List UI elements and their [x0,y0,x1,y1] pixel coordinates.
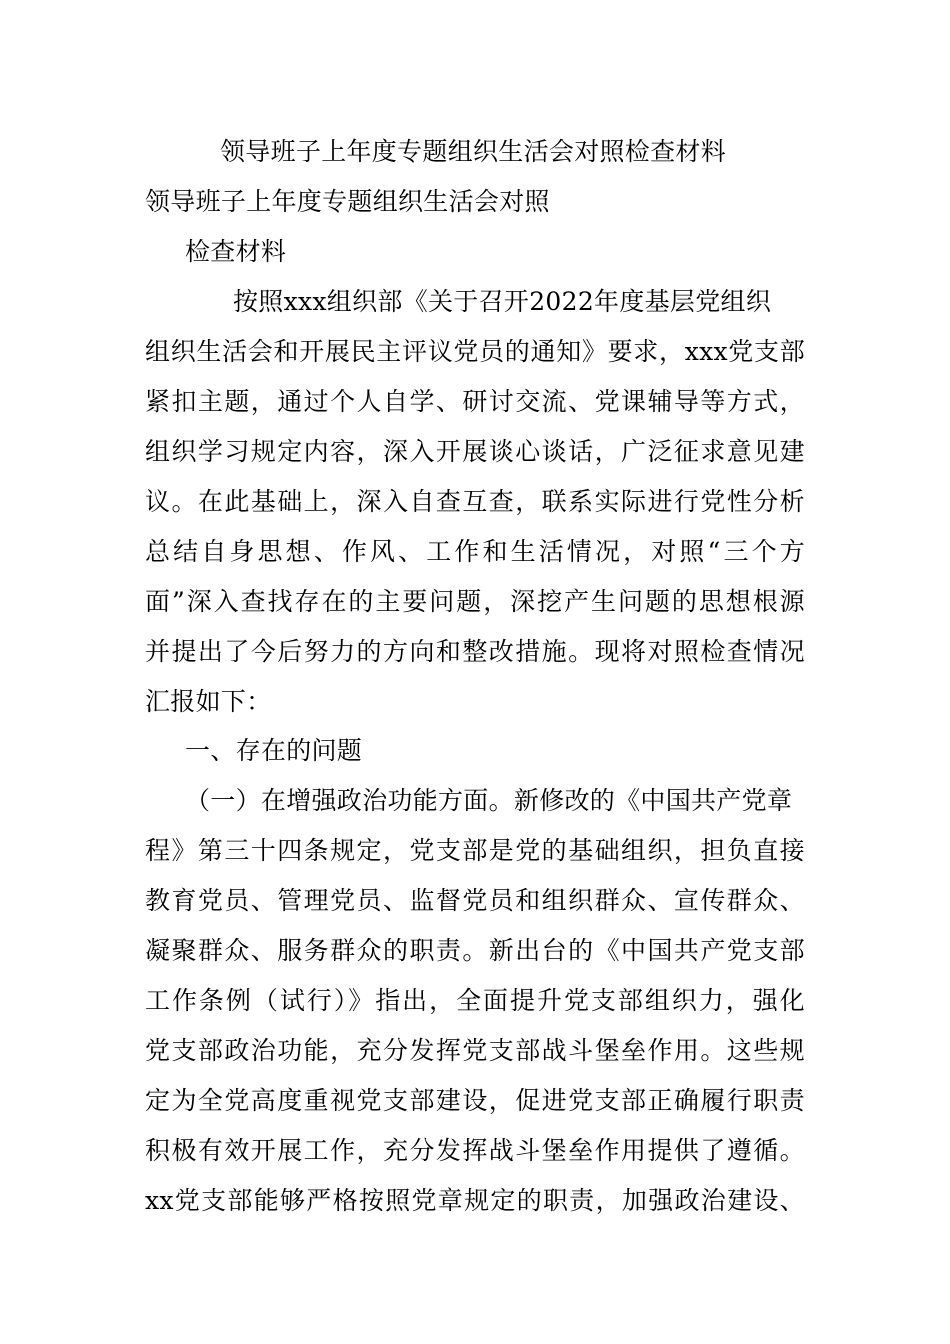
intro-line: 组织学习规定内容，深入开展谈心谈话，广泛征求意见建 [145,437,805,466]
section-line: 程》第三十四条规定，党支部是党的基础组织，担负直接 [145,836,805,865]
intro-line: 并提出了今后努力的方向和整改措施。现将对照检查情况 [145,637,805,666]
document-title: 领导班子上年度专题组织生活会对照检查材料 [220,137,727,166]
intro-line: 组织生活会和开展民主评议党员的通知》要求，xxx党支部 [145,337,805,366]
intro-line: 按照xxx组织部《关于召开2022年度基层党组织 [233,287,772,316]
intro-line: 紧扣主题，通过个人自学、研讨交流、党课辅导等方式， [145,387,805,416]
section-line: 积极有效开展工作，充分发挥战斗堡垒作用提供了遵循。 [145,1136,805,1165]
section-heading: 一、存在的问题 [185,736,363,765]
intro-line: 议。在此基础上，深入自查互查，联系实际进行党性分析 [145,487,805,516]
subtitle-line-2: 检查材料 [185,237,287,266]
section-line: 工作条例（试行）》指出，全面提升党支部组织力，强化 [145,986,805,1015]
intro-line: 汇报如下： [145,687,272,716]
section-line: 定为全党高度重视党支部建设，促进党支部正确履行职责 [145,1086,805,1115]
section-line: xx党支部能够严格按照党章规定的职责，加强政治建设、 [145,1186,805,1215]
intro-line: 总结自身思想、作风、工作和生活情况，对照“三个方 [145,537,805,566]
section-line: 教育党员、管理党员、监督党员和组织群众、宣传群众、 [145,886,805,915]
subtitle-line-1: 领导班子上年度专题组织生活会对照 [145,187,550,216]
section-line: 凝聚群众、服务群众的职责。新出台的《中国共产党支部 [145,936,805,965]
section-line: （一）在增强政治功能方面。新修改的《中国共产党章 [185,786,793,815]
section-line: 党支部政治功能，充分发挥党支部战斗堡垒作用。这些规 [145,1036,805,1065]
intro-line: 面”深入查找存在的主要问题，深挖产生问题的思想根源 [145,587,805,616]
